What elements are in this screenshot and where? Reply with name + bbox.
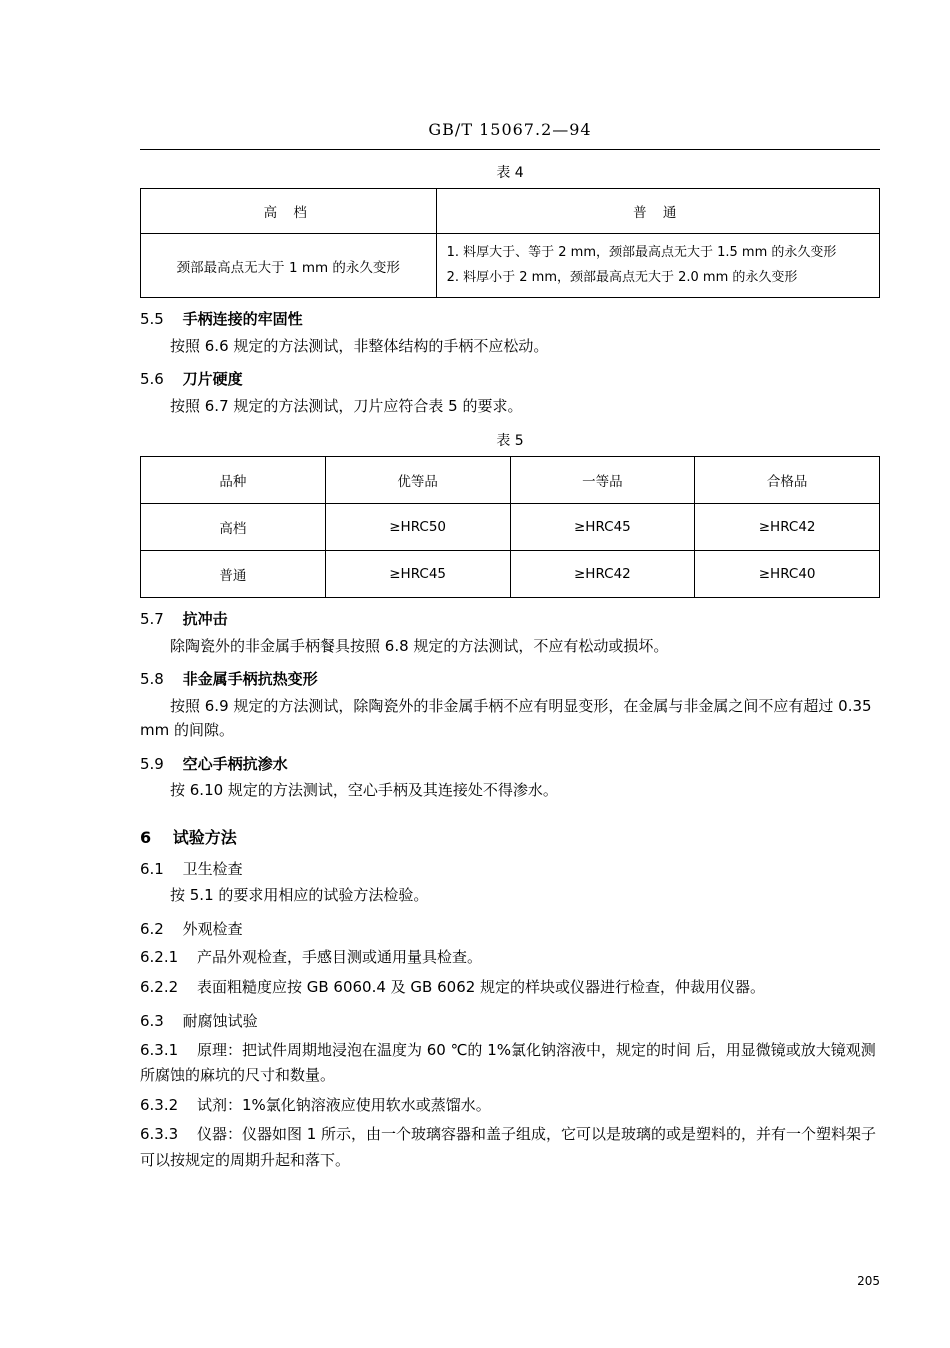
table5-r2c3: ≥HRC42 — [510, 551, 695, 598]
table-row — [141, 234, 880, 298]
section-6-2-2-number: 6.2.2 — [140, 977, 179, 996]
section-6-2-1 — [140, 945, 880, 971]
table4-caption: 表 4 — [496, 165, 524, 181]
section-5-9-body: 按 6.10 规定的方法测试，空心手柄及其连接处不得渗水。 — [170, 781, 558, 800]
section-6-1 — [140, 858, 880, 881]
section-5-6 — [140, 368, 880, 391]
section-6-2-title: 外观检查 — [182, 920, 243, 939]
section-6-3-1-body: 原理：把试件周期地浸泡在温度为 60 ℃的 1%氯化钠溶液中，规定的时间 后，用显微镜或放大镜观测所腐蚀的麻坑的尺寸和数量。 — [140, 1040, 876, 1085]
section-6-2-number: 6.2 — [140, 920, 164, 939]
section-6-1-number: 6.1 — [140, 860, 164, 879]
table4-col-header-1: 高 档 — [141, 189, 437, 234]
table-row — [141, 551, 880, 598]
table4-cell-right-line1: 1. 料厚大于、等于 2 mm，颈部最高点无大于 1.5 mm 的永久变形 — [446, 245, 837, 260]
table5-col-header-2: 优等品 — [325, 457, 510, 504]
section-6-2-2 — [140, 975, 880, 1001]
table5-col-header-4: 合格品 — [695, 457, 880, 504]
section-5-7-body: 除陶瓷外的非金属手柄餐具按照 6.8 规定的方法测试，不应有松动或损坏。 — [170, 636, 669, 655]
section-5-9-number: 5.9 — [140, 755, 164, 774]
table5-r2c2: ≥HRC45 — [325, 551, 510, 598]
section-6-3-2 — [140, 1093, 880, 1119]
table5-r1c2: ≥HRC50 — [325, 504, 510, 551]
table4-cell-right — [436, 234, 879, 298]
table5-r2c4: ≥HRC40 — [695, 551, 880, 598]
section-6-1-body: 按 5.1 的要求用相应的试验方法检验。 — [170, 886, 429, 905]
table5-caption: 表 5 — [496, 433, 524, 450]
chapter-6-title: 试验方法 — [172, 828, 237, 848]
chapter-6-number: 6 — [140, 828, 152, 848]
section-5-7-number: 5.7 — [140, 610, 164, 629]
section-5-5 — [140, 308, 880, 331]
section-6-3-1-number: 6.3.1 — [140, 1040, 179, 1059]
table-row — [141, 189, 880, 234]
standard-number: GB/T 15067.2—94 — [428, 120, 592, 139]
section-5-7 — [140, 608, 880, 631]
table-4 — [140, 188, 880, 298]
section-6-2-1-body: 产品外观检查，手感目测或通用量具检查。 — [196, 948, 482, 967]
chapter-6-heading — [140, 825, 880, 848]
table5-col-header-3: 一等品 — [510, 457, 695, 504]
table5-r1c3: ≥HRC45 — [510, 504, 695, 551]
table4-cell-left: 颈部最高点无大于 1 mm 的永久变形 — [141, 234, 437, 298]
section-6-3-3 — [140, 1122, 880, 1173]
section-5-5-title: 手柄连接的牢固性 — [182, 310, 303, 329]
section-6-3-title: 耐腐蚀试验 — [182, 1012, 258, 1031]
table5-r2c1: 普通 — [141, 551, 326, 598]
section-5-5-body: 按照 6.6 规定的方法测试，非整体结构的手柄不应松动。 — [170, 336, 549, 355]
page-number: 205 — [857, 1274, 880, 1288]
section-5-8-title: 非金属手柄抗热变形 — [182, 670, 318, 689]
section-6-2 — [140, 918, 880, 941]
section-5-5-number: 5.5 — [140, 310, 164, 329]
table5-r1c1: 高档 — [141, 504, 326, 551]
section-6-3-3-number: 6.3.3 — [140, 1125, 179, 1144]
section-6-3-number: 6.3 — [140, 1012, 164, 1031]
section-6-1-title: 卫生检查 — [182, 860, 243, 879]
section-6-3-2-body: 试剂：1%氯化钠溶液应使用软水或蒸馏水。 — [196, 1095, 491, 1114]
table4-col-header-2: 普 通 — [436, 189, 879, 234]
table-5 — [140, 456, 880, 598]
section-5-9-title: 空心手柄抗渗水 — [182, 755, 288, 774]
section-5-8 — [140, 668, 880, 691]
section-6-3-2-number: 6.3.2 — [140, 1095, 179, 1114]
section-6-2-2-body: 表面粗糙度应按 GB 6060.4 及 GB 6062 规定的样块或仪器进行检查，仲裁用仪器。 — [196, 977, 766, 996]
section-6-2-1-number: 6.2.1 — [140, 948, 179, 967]
table-row — [141, 457, 880, 504]
table5-col-header-1: 品种 — [141, 457, 326, 504]
section-5-6-number: 5.6 — [140, 370, 164, 389]
table4-cell-right-line2: 2. 料厚小于 2 mm，颈部最高点无大于 2.0 mm 的永久变形 — [446, 269, 798, 285]
section-5-7-title: 抗冲击 — [182, 610, 228, 629]
section-6-3-1 — [140, 1038, 880, 1089]
section-5-9 — [140, 753, 880, 776]
header-rule — [140, 149, 880, 150]
section-5-6-body: 按照 6.7 规定的方法测试，刀片应符合表 5 的要求。 — [170, 396, 523, 415]
table5-r1c4: ≥HRC42 — [695, 504, 880, 551]
section-5-6-title: 刀片硬度 — [182, 370, 243, 389]
section-5-8-number: 5.8 — [140, 670, 164, 689]
section-6-3-3-body: 仪器：仪器如图 1 所示，由一个玻璃容器和盖子组成，它可以是玻璃的或是塑料的，并有一个塑料架子可以按规定的周期升起和落下。 — [140, 1125, 877, 1169]
table-row — [141, 504, 880, 551]
page-content — [140, 0, 880, 1173]
section-6-3 — [140, 1010, 880, 1033]
section-5-8-body: 按照 6.9 规定的方法测试，除陶瓷外的非金属手柄不应有明显变形，在金属与非金属之间不应有超过 0.35 mm 的间隙。 — [140, 696, 872, 740]
